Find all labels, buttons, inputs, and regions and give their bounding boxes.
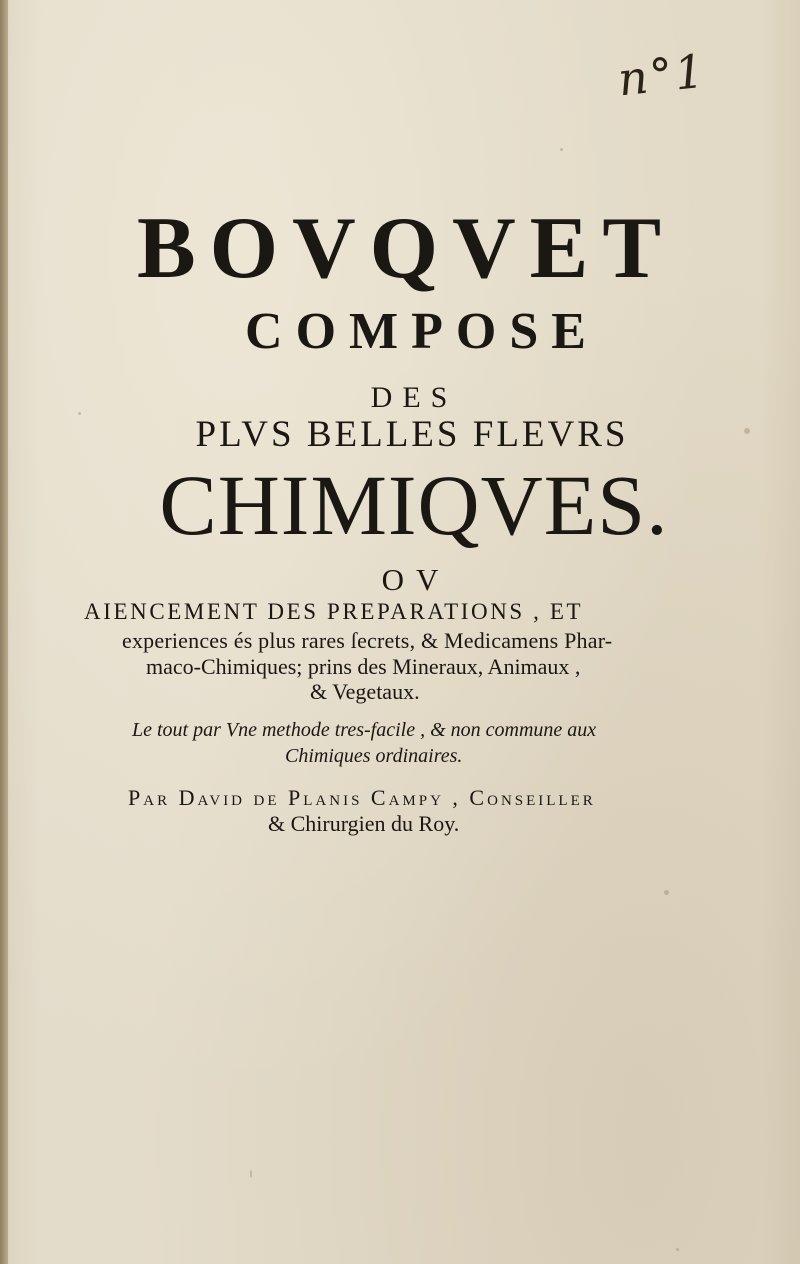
subtitle-line-1: AIENCEMENT DES PREPARATIONS , ET	[84, 599, 584, 624]
title-line-plus-belles-fleurs: PLVS BELLES FLEVRS	[195, 414, 629, 455]
paper-speck	[78, 412, 81, 415]
title-line-bouquet: BOVQVET	[136, 200, 676, 297]
paper-speck	[250, 1170, 252, 1178]
paper-speck	[744, 428, 750, 434]
author-line-2: & Chirurgien du Roy.	[268, 811, 460, 836]
subtitle-line-3: maco-Chimiques; prins des Mineraux, Animaux ,	[146, 654, 581, 679]
title-line-compose: COMPOSE	[245, 303, 599, 360]
paper-speck	[560, 148, 563, 151]
method-line-1: Le tout par Vne methode tres-facile , & non commune aux	[132, 719, 597, 741]
method-line-2: Chimiques ordinaires.	[285, 745, 463, 767]
author-line-1: Par David de Planis Campy , Conſeiller	[128, 785, 596, 810]
title-line-des: DES	[370, 381, 458, 414]
paper-speck	[676, 1248, 679, 1251]
title-line-chimiques: CHIMIQVES.	[159, 457, 669, 553]
manuscript-number-note: n°1	[615, 43, 709, 107]
subtitle-line-4: & Vegetaux.	[310, 679, 420, 704]
paper-speck	[664, 890, 669, 895]
title-line-ou: OV	[381, 562, 451, 597]
book-spine-edge	[0, 0, 8, 1264]
subtitle-line-2: experiences és plus rares ſecrets, & Medicamens Phar-	[122, 628, 613, 653]
